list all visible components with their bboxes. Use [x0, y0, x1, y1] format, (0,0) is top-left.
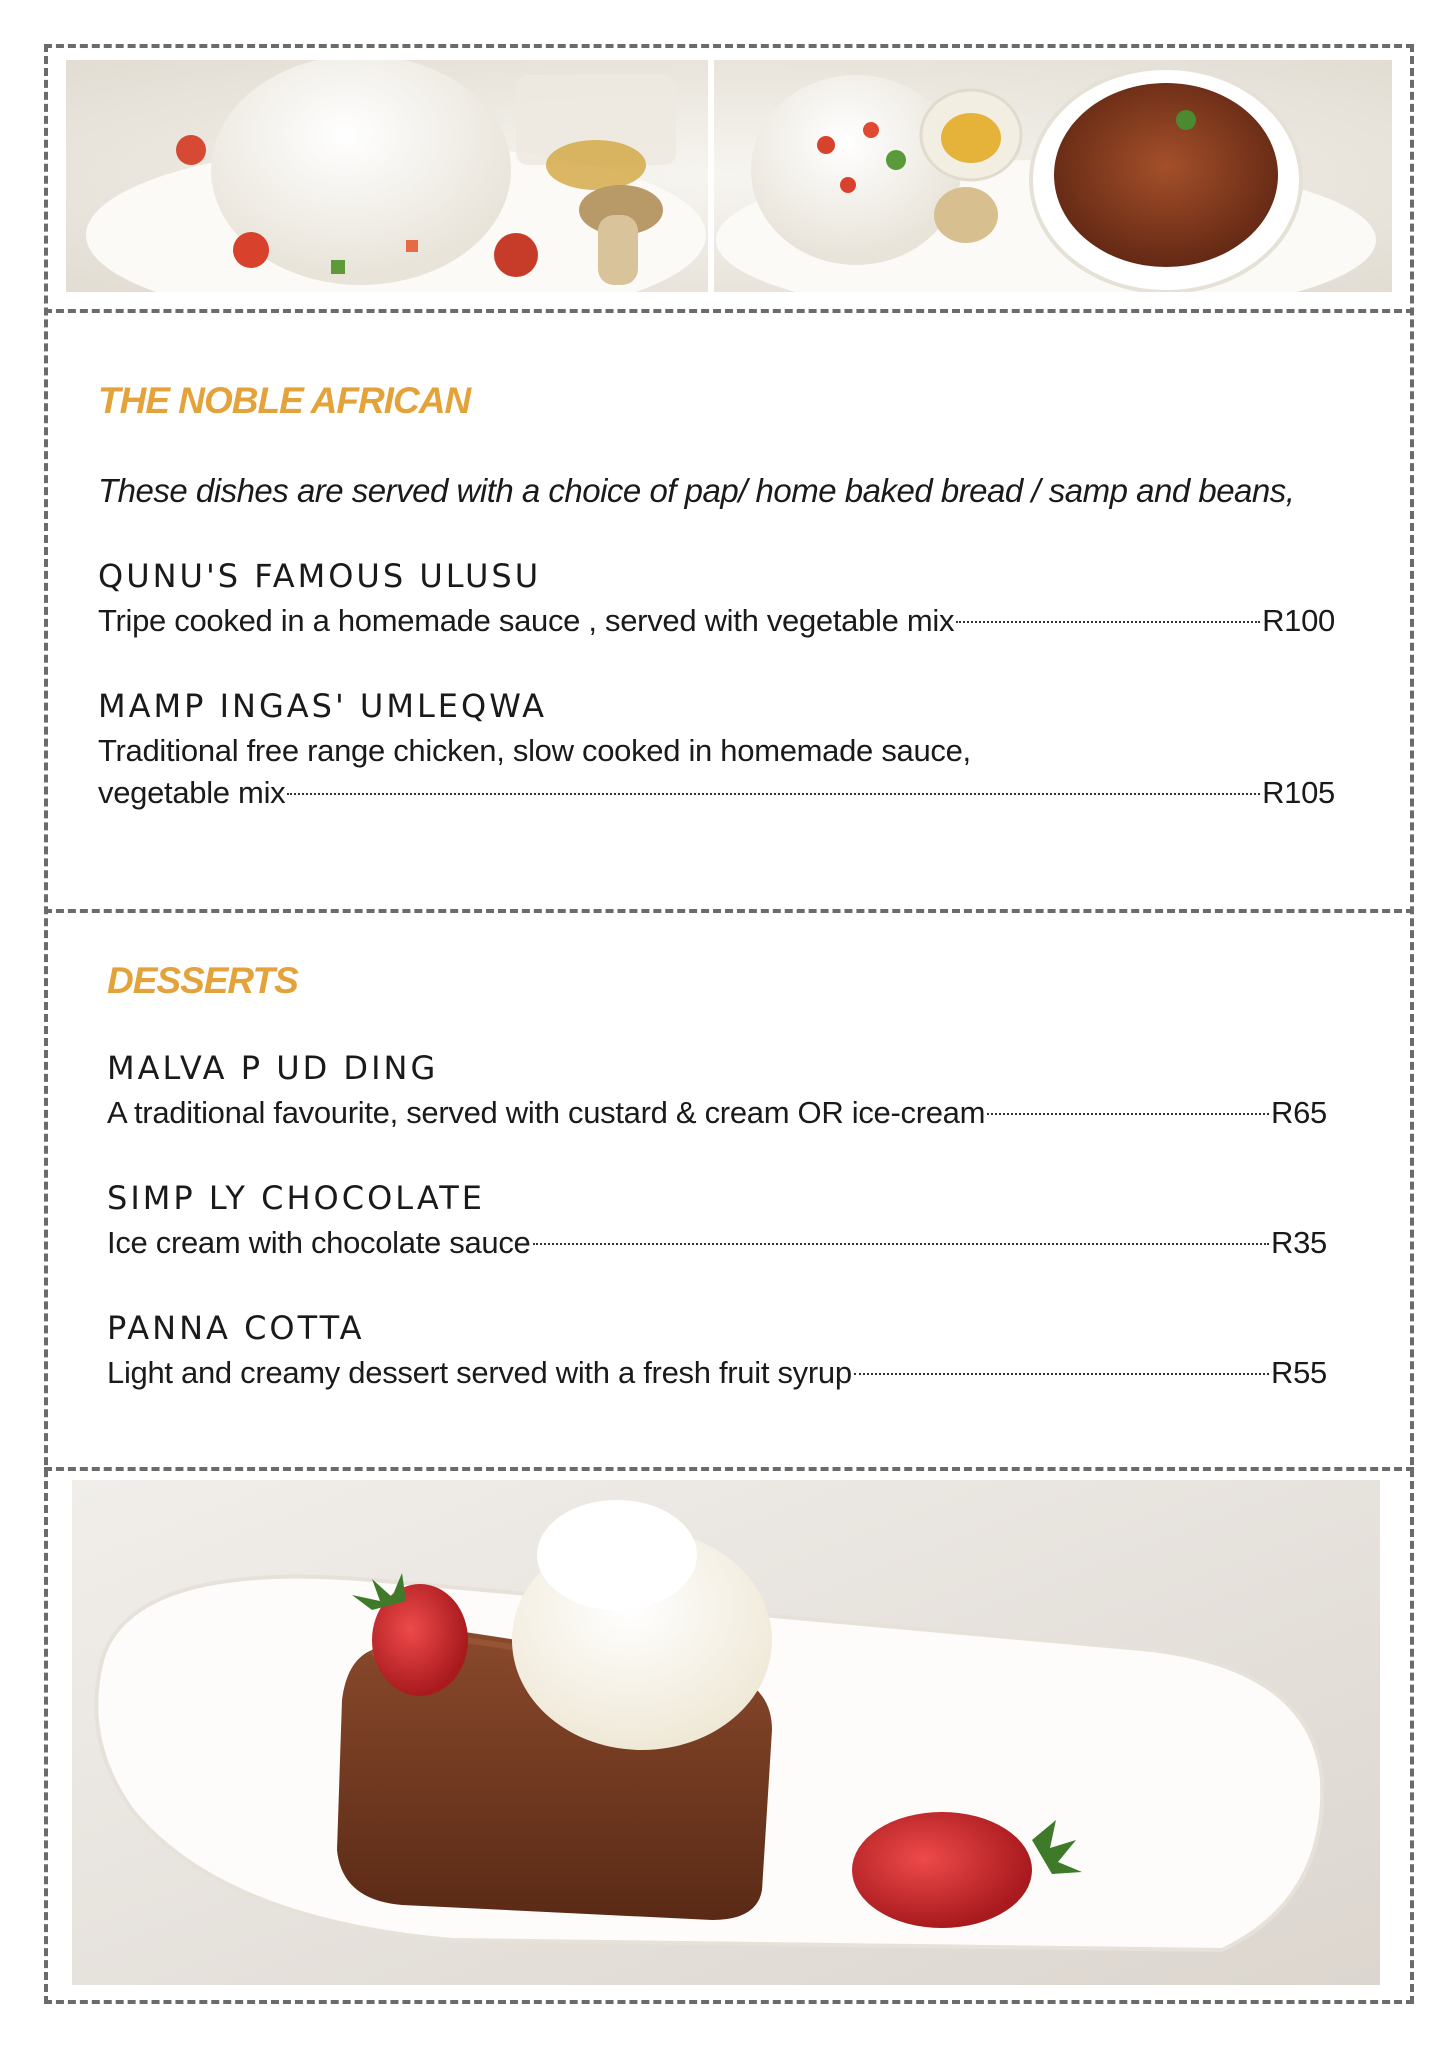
dot-leader	[533, 1243, 1270, 1245]
item-description-row	[98, 600, 1335, 642]
item-price: R55	[1271, 1355, 1327, 1390]
dot-leader	[287, 793, 1260, 795]
item-description-row	[107, 1222, 1327, 1264]
food-banner-illustration	[66, 60, 1392, 292]
dessert-illustration	[72, 1480, 1380, 1985]
noble-african-intro: These dishes are served with a choice of pap/ home baked bread / samp and beans,	[98, 472, 1295, 509]
dot-leader	[854, 1373, 1269, 1375]
item-description: Light and creamy dessert served with a fresh fruit syrup	[107, 1355, 852, 1390]
item-name: SIMP LY CHOCOLATE	[107, 1179, 485, 1217]
menu-item-malva-pudding	[107, 1048, 1327, 1134]
item-description-row	[107, 1352, 1327, 1394]
top-food-photo	[66, 60, 1392, 292]
item-name: MAMP INGAS' UMLEQWA	[98, 687, 547, 725]
item-price: R100	[1262, 603, 1335, 638]
menu-item-qunus-famous-ulusu	[98, 556, 1335, 642]
divider-bottom	[44, 1467, 1414, 1471]
item-price: R65	[1271, 1095, 1327, 1130]
item-description-row	[107, 1092, 1327, 1134]
section-title-desserts: DESSERTS	[107, 960, 298, 1001]
divider-top	[44, 309, 1414, 313]
item-name: MALVA P UD DING	[107, 1049, 439, 1087]
divider-middle	[44, 909, 1414, 913]
item-description: A traditional favourite, served with custard & cream OR ice-cream	[107, 1095, 986, 1130]
menu-item-mampingas-umleqwa	[98, 686, 1335, 814]
dot-leader	[987, 1113, 1269, 1115]
item-price: R35	[1271, 1225, 1327, 1260]
item-description: Tripe cooked in a homemade sauce , served with vegetable mix	[98, 603, 955, 638]
dot-leader	[956, 621, 1260, 623]
section-title-noble-african: THE NOBLE AFRICAN	[98, 380, 471, 421]
item-description-row	[98, 772, 1335, 814]
item-price: R105	[1262, 775, 1335, 810]
menu-item-panna-cotta	[107, 1308, 1327, 1394]
item-name: QUNU'S FAMOUS ULUSU	[98, 557, 542, 595]
item-description-line1: Traditional free range chicken, slow cooked in homemade sauce,	[98, 733, 971, 768]
item-name: PANNA COTTA	[107, 1309, 365, 1347]
item-description: Ice cream with chocolate sauce	[107, 1225, 531, 1260]
bottom-dessert-photo	[72, 1480, 1380, 1985]
menu-item-simply-chocolate	[107, 1178, 1327, 1264]
item-description-line2: vegetable mix	[98, 775, 286, 810]
